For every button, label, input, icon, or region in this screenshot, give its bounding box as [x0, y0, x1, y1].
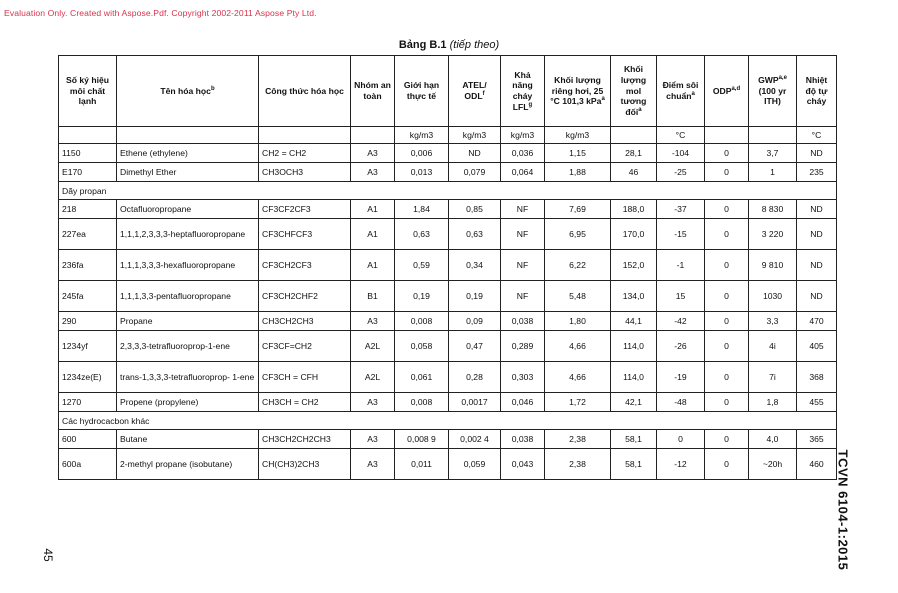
page-number: [38, 545, 58, 565]
table-cell: CF3CH2CHF2: [259, 281, 351, 312]
table-cell: 3,3: [749, 312, 797, 331]
table-cell: 1,15: [545, 144, 611, 163]
table-cell: 0,008: [395, 393, 449, 412]
table-row: [59, 449, 837, 480]
table-cell: 470: [797, 312, 837, 331]
table-cell: 2-methyl propane (isobutane): [117, 449, 259, 480]
table-cell: A3: [351, 449, 395, 480]
table-cell: 0: [705, 144, 749, 163]
table-cell: -48: [657, 393, 705, 412]
unit-cell: [611, 127, 657, 144]
table-cell: 28,1: [611, 144, 657, 163]
column-header: [749, 56, 797, 127]
table-cell: 0,008 9: [395, 430, 449, 449]
table-cell: 4,66: [545, 331, 611, 362]
table-cell: 4i: [749, 331, 797, 362]
unit-cell: kg/m3: [449, 127, 501, 144]
column-header-extra: (100 yr ITH): [758, 85, 787, 107]
column-header: [259, 56, 351, 127]
table-cell: 134,0: [611, 281, 657, 312]
table-cell: 114,0: [611, 362, 657, 393]
column-header: [705, 56, 749, 127]
section-row: [59, 412, 837, 430]
column-header-text: Điểm sôi chuẩn: [662, 80, 699, 101]
table-cell: ND: [797, 281, 837, 312]
table-cell: 0: [657, 430, 705, 449]
table-row: [59, 362, 837, 393]
table-cell: NF: [501, 200, 545, 219]
table-title: [0, 39, 898, 51]
table-cell: NF: [501, 219, 545, 250]
table-cell: 0,058: [395, 331, 449, 362]
table-cell: 0,079: [449, 163, 501, 182]
section-title: Dãy propan: [59, 182, 837, 200]
table-cell: 236fa: [59, 250, 117, 281]
table-row: [59, 430, 837, 449]
table-cell: 1,1,1,3,3-pentafluoropropane: [117, 281, 259, 312]
table-cell: 58,1: [611, 430, 657, 449]
table-cell: ND: [449, 144, 501, 163]
table-cell: 0,008: [395, 312, 449, 331]
table-cell: A3: [351, 393, 395, 412]
column-header: [657, 56, 705, 127]
table-cell: A3: [351, 312, 395, 331]
table-cell: 460: [797, 449, 837, 480]
column-header: [545, 56, 611, 127]
table-cell: NF: [501, 250, 545, 281]
table-cell: ND: [797, 144, 837, 163]
unit-cell: [59, 127, 117, 144]
table-cell: 44,1: [611, 312, 657, 331]
table-cell: -12: [657, 449, 705, 480]
standard-code-text: TCVN 6104-1:2015: [835, 449, 851, 571]
table-cell: 0: [705, 219, 749, 250]
table-cell: -25: [657, 163, 705, 182]
table-cell: 5,48: [545, 281, 611, 312]
table-cell: 218: [59, 200, 117, 219]
table-cell: CH3CH2CH2CH3: [259, 430, 351, 449]
column-header-footnote: a,d: [731, 85, 741, 92]
column-header-text: Số ký hiệu môi chất lạnh: [66, 74, 109, 107]
column-header-footnote: a: [601, 96, 605, 103]
table-cell: A1: [351, 219, 395, 250]
column-header: [797, 56, 837, 127]
table-cell: 365: [797, 430, 837, 449]
table-cell: -26: [657, 331, 705, 362]
unit-cell: °C: [797, 127, 837, 144]
table-cell: 1,88: [545, 163, 611, 182]
table-title-sub: (tiếp theo): [449, 39, 500, 51]
table-cell: A3: [351, 430, 395, 449]
column-header-text: GWP: [758, 74, 779, 85]
page-number-text: 45: [41, 548, 55, 562]
table-cell: 0,038: [501, 312, 545, 331]
table-cell: 1030: [749, 281, 797, 312]
table-cell: 4,0: [749, 430, 797, 449]
table-cell: 8 830: [749, 200, 797, 219]
table-row: [59, 281, 837, 312]
table-cell: A1: [351, 200, 395, 219]
column-header-footnote: g: [528, 101, 533, 108]
table-cell: 600a: [59, 449, 117, 480]
table-cell: 0,19: [449, 281, 501, 312]
table-cell: 1234yf: [59, 331, 117, 362]
table-cell: 0,038: [501, 430, 545, 449]
column-header: [351, 56, 395, 127]
table-cell: Octafluoropropane: [117, 200, 259, 219]
column-header-footnote: a: [691, 91, 695, 98]
table-cell: ND: [797, 200, 837, 219]
table-cell: E170: [59, 163, 117, 182]
table-cell: 188,0: [611, 200, 657, 219]
unit-cell: [117, 127, 259, 144]
table-cell: 1,80: [545, 312, 611, 331]
table-cell: -15: [657, 219, 705, 250]
unit-cell: kg/m3: [395, 127, 449, 144]
table-cell: 0: [705, 163, 749, 182]
section-row: [59, 182, 837, 200]
table-cell: NF: [501, 281, 545, 312]
table-cell: CF3CH2CF3: [259, 250, 351, 281]
table-cell: 7,69: [545, 200, 611, 219]
table-cell: 227ea: [59, 219, 117, 250]
column-header-text: Công thức hóa học: [265, 85, 344, 96]
table-cell: trans-1,3,3,3-tetrafluoroprop- 1-ene: [117, 362, 259, 393]
table-cell: 0,0017: [449, 393, 501, 412]
table-cell: 0,28: [449, 362, 501, 393]
table-title-main: Bảng B.1: [398, 39, 447, 51]
table-cell: 58,1: [611, 449, 657, 480]
column-header-footnote: a: [638, 107, 642, 114]
table-cell: CH3OCH3: [259, 163, 351, 182]
table-cell: -37: [657, 200, 705, 219]
table-cell: A1: [351, 250, 395, 281]
table-cell: 0: [705, 312, 749, 331]
table-cell: 3 220: [749, 219, 797, 250]
table-cell: CH2 = CH2: [259, 144, 351, 163]
table-row: [59, 144, 837, 163]
table-cell: 114,0: [611, 331, 657, 362]
unit-cell: [749, 127, 797, 144]
unit-cell: kg/m3: [545, 127, 611, 144]
table-cell: 0: [705, 362, 749, 393]
table-cell: 0,63: [449, 219, 501, 250]
column-header: [449, 56, 501, 127]
table-cell: A2L: [351, 362, 395, 393]
column-header-text: ODP: [712, 85, 732, 96]
table-cell: 1150: [59, 144, 117, 163]
table-cell: 0,19: [395, 281, 449, 312]
table-cell: 9 810: [749, 250, 797, 281]
table-cell: 0,061: [395, 362, 449, 393]
table-cell: 0,059: [449, 449, 501, 480]
table-cell: Ethene (ethylene): [117, 144, 259, 163]
section-title: Các hydrocacbon khác: [59, 412, 837, 430]
column-header-text: Giới hạn thực tế: [403, 80, 440, 101]
table-cell: 0,006: [395, 144, 449, 163]
table-cell: 235: [797, 163, 837, 182]
column-header-footnote: a,e: [778, 75, 787, 82]
table-cell: 0,303: [501, 362, 545, 393]
table-cell: Dimethyl Ether: [117, 163, 259, 182]
table-cell: 3,7: [749, 144, 797, 163]
table-cell: 405: [797, 331, 837, 362]
table-cell: 1234ze(E): [59, 362, 117, 393]
table-cell: CF3CF=CH2: [259, 331, 351, 362]
table-row: [59, 312, 837, 331]
table-cell: 368: [797, 362, 837, 393]
table-cell: 0,002 4: [449, 430, 501, 449]
table-cell: A3: [351, 163, 395, 182]
table-cell: 0: [705, 250, 749, 281]
standard-code: [828, 440, 858, 580]
table-cell: 290: [59, 312, 117, 331]
table-cell: 1,84: [395, 200, 449, 219]
table-cell: Butane: [117, 430, 259, 449]
column-header-footnote: b: [210, 85, 215, 92]
watermark-text: Evaluation Only. Created with Aspose.Pdf. Copyright 2002-2011 Aspose Pty Ltd.: [4, 8, 317, 18]
table-cell: 2,3,3,3-tetrafluoroprop-1-ene: [117, 331, 259, 362]
table-cell: B1: [351, 281, 395, 312]
table-cell: ND: [797, 219, 837, 250]
table-row: [59, 200, 837, 219]
table-cell: 0,09: [449, 312, 501, 331]
table-cell: CH3CH2CH3: [259, 312, 351, 331]
table-cell: 0,63: [395, 219, 449, 250]
table-cell: Propane: [117, 312, 259, 331]
table-cell: 455: [797, 393, 837, 412]
table-cell: 1,8: [749, 393, 797, 412]
unit-cell: °C: [657, 127, 705, 144]
table-cell: 42,1: [611, 393, 657, 412]
column-header: [501, 56, 545, 127]
column-header: [395, 56, 449, 127]
table-cell: A3: [351, 144, 395, 163]
table-cell: 0,046: [501, 393, 545, 412]
table-row: [59, 331, 837, 362]
table-cell: 7i: [749, 362, 797, 393]
table-cell: ND: [797, 250, 837, 281]
table-cell: 6,95: [545, 219, 611, 250]
column-header-text: Khả năng cháy LFL: [512, 69, 533, 112]
table-cell: 0: [705, 393, 749, 412]
table-cell: 0,011: [395, 449, 449, 480]
table-cell: -104: [657, 144, 705, 163]
column-header-text: ATEL/ ODL: [462, 80, 487, 101]
table-cell: 15: [657, 281, 705, 312]
column-header: [117, 56, 259, 127]
table-cell: 0: [705, 331, 749, 362]
table-row: [59, 393, 837, 412]
table-cell: 0: [705, 281, 749, 312]
table-cell: CF3CH = CFH: [259, 362, 351, 393]
table-cell: CH3CH = CH2: [259, 393, 351, 412]
table-cell: 0,289: [501, 331, 545, 362]
table-cell: 0: [705, 200, 749, 219]
table-cell: CF3CF2CF3: [259, 200, 351, 219]
unit-cell: [259, 127, 351, 144]
table-cell: CH(CH3)2CH3: [259, 449, 351, 480]
table-cell: 0,036: [501, 144, 545, 163]
table-cell: 1,1,1,3,3,3-hexafluoropropane: [117, 250, 259, 281]
column-header-text: Nhóm an toàn: [354, 80, 391, 101]
table-cell: ~20h: [749, 449, 797, 480]
table-cell: -19: [657, 362, 705, 393]
table-cell: 0,013: [395, 163, 449, 182]
table-cell: 0,47: [449, 331, 501, 362]
table-cell: 46: [611, 163, 657, 182]
header-row: [59, 56, 837, 127]
column-header-footnote: f: [482, 91, 485, 98]
table-row: [59, 219, 837, 250]
table-row: [59, 163, 837, 182]
table-cell: 1,72: [545, 393, 611, 412]
table-cell: 0: [705, 449, 749, 480]
unit-row: [59, 127, 837, 144]
table-cell: 600: [59, 430, 117, 449]
table-cell: 0,064: [501, 163, 545, 182]
table-cell: -42: [657, 312, 705, 331]
table-cell: 6,22: [545, 250, 611, 281]
table-cell: 2,38: [545, 430, 611, 449]
column-header: [611, 56, 657, 127]
unit-cell: [351, 127, 395, 144]
table-cell: 0: [705, 430, 749, 449]
column-header-text: Nhiệt độ tự cháy: [805, 74, 828, 107]
table-cell: 1270: [59, 393, 117, 412]
refrigerant-table: [58, 55, 837, 480]
table-cell: 0,043: [501, 449, 545, 480]
column-header-text: Tên hóa học: [160, 85, 211, 96]
table-cell: CF3CHFCF3: [259, 219, 351, 250]
unit-cell: kg/m3: [501, 127, 545, 144]
column-header: [59, 56, 117, 127]
table-cell: 2,38: [545, 449, 611, 480]
table-cell: 0,34: [449, 250, 501, 281]
table-cell: 4,66: [545, 362, 611, 393]
table-row: [59, 250, 837, 281]
column-header-text: Khối lượng mol tương đối: [620, 64, 647, 118]
table-cell: Propene (propylene): [117, 393, 259, 412]
column-header-text: Khối lượng riêng hơi, 25 °C 101,3 kPa: [550, 74, 604, 107]
table-cell: 0,85: [449, 200, 501, 219]
unit-cell: [705, 127, 749, 144]
table-cell: 245fa: [59, 281, 117, 312]
table-cell: -1: [657, 250, 705, 281]
table-cell: 170,0: [611, 219, 657, 250]
table-cell: A2L: [351, 331, 395, 362]
table-cell: 1: [749, 163, 797, 182]
table-cell: 1,1,1,2,3,3,3-heptafluoropropane: [117, 219, 259, 250]
table-cell: 152,0: [611, 250, 657, 281]
table-cell: 0,59: [395, 250, 449, 281]
